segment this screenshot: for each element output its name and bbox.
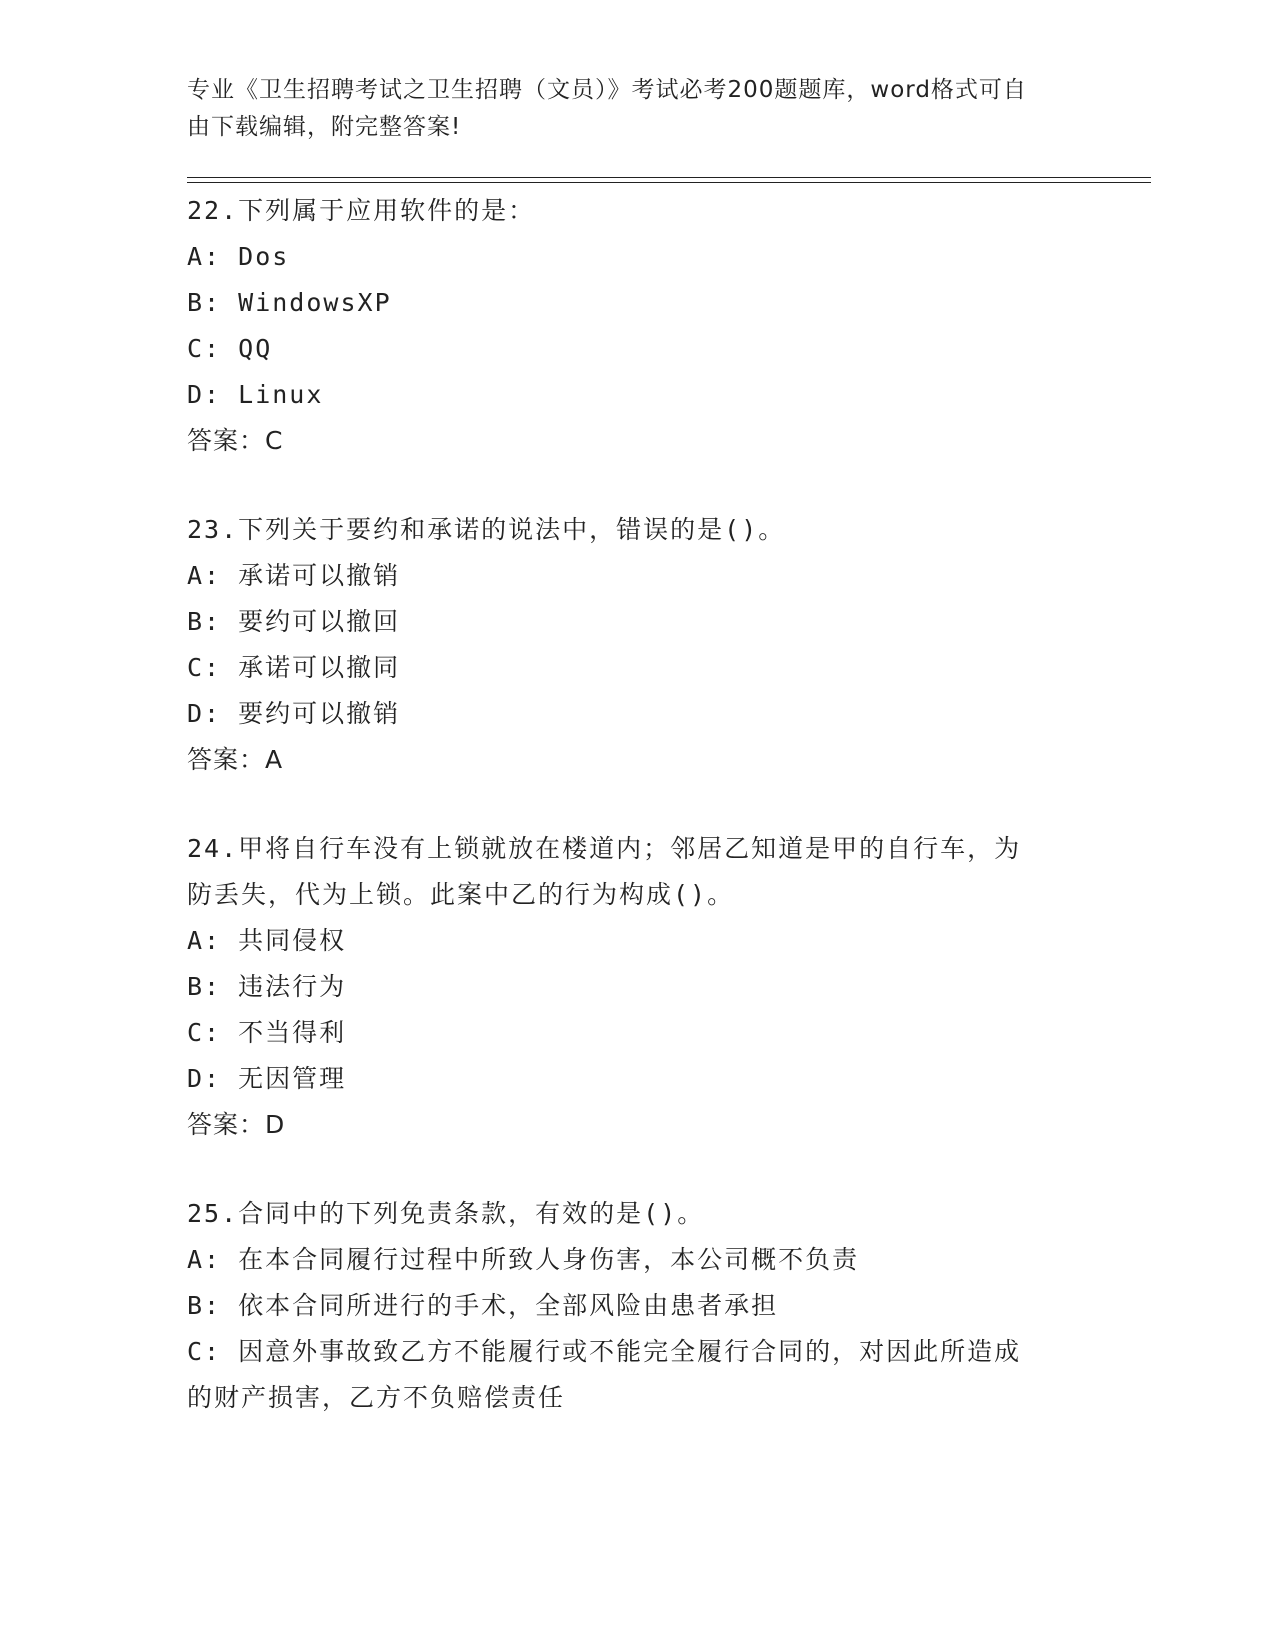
header-line-1: 专业《卫生招聘考试之卫生招聘（文员）》考试必考200题题库，word格式可自: [187, 77, 1027, 103]
option-a: A: 在本合同履行过程中所致人身伤害，本公司概不负责: [187, 1245, 860, 1274]
question-spacer: [187, 464, 1087, 507]
question-25: [187, 1191, 1087, 1421]
question-stem: 23.下列关于要约和承诺的说法中，错误的是()。: [187, 515, 786, 544]
option-c-continued: 的财产损害，乙方不负赔偿责任: [187, 1383, 566, 1412]
question-22: [187, 188, 1087, 464]
header-divider-top: [187, 177, 1151, 178]
option-a: A: 共同侵权: [187, 926, 347, 955]
option-c: C: 因意外事故致乙方不能履行或不能完全履行合同的，对因此所造成: [187, 1337, 1022, 1366]
option-b: B: 要约可以撤回: [187, 607, 401, 636]
option-d: D: 要约可以撤销: [187, 699, 401, 728]
option-b: B: WindowsXP: [187, 288, 392, 317]
header-line-2: 由下载编辑，附完整答案!: [187, 114, 462, 140]
option-b: B: 依本合同所进行的手术，全部风险由患者承担: [187, 1291, 779, 1320]
option-c: C: 承诺可以撤同: [187, 653, 401, 682]
option-a: A: Dos: [187, 242, 290, 271]
question-stem: 24.甲将自行车没有上锁就放在楼道内；邻居乙知道是甲的自行车，为: [187, 834, 1022, 863]
option-b: B: 违法行为: [187, 972, 347, 1001]
question-stem: 25.合同中的下列免责条款，有效的是()。: [187, 1199, 705, 1228]
option-c: C: 不当得利: [187, 1018, 347, 1047]
option-a: A: 承诺可以撤销: [187, 561, 401, 590]
question-stem: 22.下列属于应用软件的是：: [187, 196, 536, 225]
question-list: [187, 188, 1087, 1421]
option-d: D: 无因管理: [187, 1064, 347, 1093]
question-spacer: [187, 1148, 1087, 1191]
question-24: [187, 826, 1087, 1148]
option-c: C: QQ: [187, 334, 273, 363]
header-divider-bottom: [187, 182, 1151, 183]
answer-line: 答案：C: [187, 426, 284, 455]
question-23: [187, 507, 1087, 783]
question-stem-continued: 防丢失，代为上锁。此案中乙的行为构成()。: [187, 880, 735, 909]
answer-line: 答案：A: [187, 745, 284, 774]
document-header: [187, 72, 1067, 146]
question-spacer: [187, 783, 1087, 826]
answer-line: 答案：D: [187, 1110, 286, 1139]
option-d: D: Linux: [187, 380, 324, 409]
